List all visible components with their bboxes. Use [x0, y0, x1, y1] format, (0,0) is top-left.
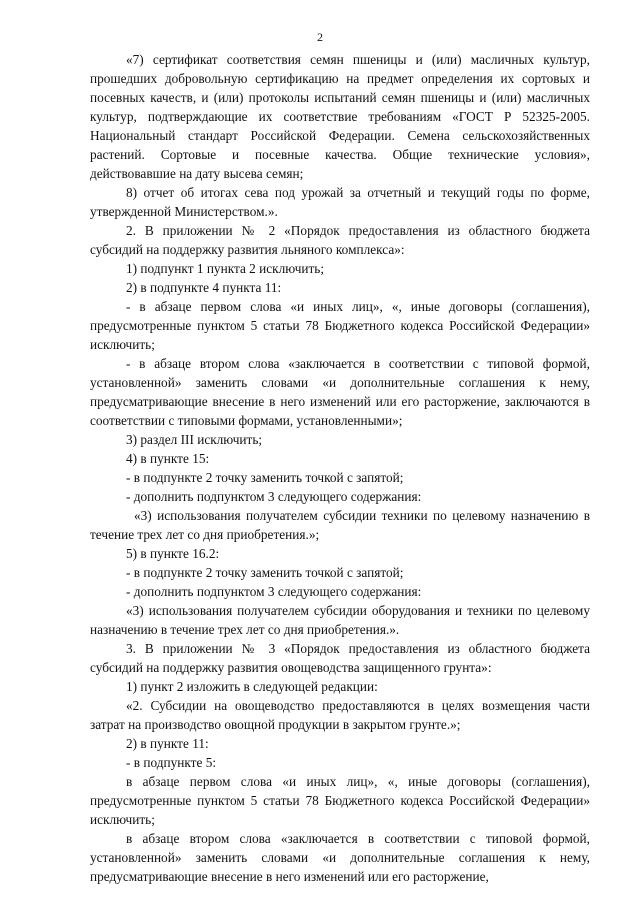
paragraph-annex-2-subitem-3: 3) раздел III исключить; — [126, 432, 263, 447]
paragraph-annex-2-heading: 2. В приложении № 2 «Порядок предоставления из областного бюджета субсидий на поддержку развития льняного комплекса»: — [90, 223, 590, 257]
page-number: 2 — [317, 30, 323, 44]
paragraph-annex-2-second-abzac: - в абзаце втором слова «заключается в соответствии с типовой формой, установленной» заменить словами «и дополнительные соглашения к нему, предусматривающие внесение в него изменений или его расторжение, заключаются в соответствии с типовыми формами, установленными»; — [90, 356, 590, 428]
paragraph-annex-2-subitem-2: 2) в подпункте 4 пункта 11: — [126, 280, 282, 295]
paragraph-annex-2-subitem-1: 1) подпункт 1 пункта 2 исключить; — [126, 261, 325, 276]
paragraph-item-7-certificate: «7) сертификат соответствия семян пшеницы и (или) масличных культур, прошедших добровольную сертификацию на предмет определения их сортовых и посевных качеств, и (или) протоколы испытаний семян пшеницы и (или) масличных культур, подтверждающие их соответствие требованиям «ГОСТ Р 52325-2005. Национальный стандарт Российской Федерации. Семена сельскохозяйственных растений. Сортовые и посевные качества. Общие технические условия», действовавшие на дату высева семян; — [90, 52, 590, 181]
paragraph-annex-2-first-abzac: - в абзаце первом слова «и иных лиц», «, иные договоры (соглашения), предусмотренные пунктом 5 статьи 78 Бюджетного кодекса Российской Федерации» исключить; — [90, 299, 590, 352]
paragraph-point-15-quote: «3) использования получателем субсидии техники по целевому назначению в течение трех лет со дня приобретения.»; — [90, 508, 590, 542]
paragraph-annex-2-subitem-5: 5) в пункте 16.2: — [126, 546, 220, 561]
paragraph-annex-3-heading: 3. В приложении № 3 «Порядок предоставления из областного бюджета субсидий на поддержку развития овощеводства защищенного грунта»: — [90, 641, 590, 675]
paragraph-point-16-2-dot-to-semicolon: - в подпункте 2 точку заменить точкой с запятой; — [126, 565, 404, 580]
paragraph-annex-3-point-2-quote: «2. Субсидии на овощеводство предоставляются в целях возмещения части затрат на производство овощной продукции в закрытом грунте.»; — [90, 698, 590, 732]
paragraph-point-16-2-quote: «3) использования получателем субсидии оборудования и техники по целевому назначению в течение трех лет со дня приобретения.». — [90, 603, 590, 637]
paragraph-point-15-dot-to-semicolon: - в подпункте 2 точку заменить точкой с запятой; — [126, 470, 404, 485]
paragraph-point-15-add-subpoint: - дополнить подпунктом 3 следующего содержания: — [126, 489, 422, 504]
paragraph-point-16-2-add-subpoint: - дополнить подпунктом 3 следующего содержания: — [126, 584, 422, 599]
paragraph-annex-3-first-abzac: в абзаце первом слова «и иных лиц», «, иные договоры (соглашения), предусмотренные пунктом 5 статьи 78 Бюджетного кодекса Российской Федерации» исключить; — [90, 774, 590, 827]
paragraph-annex-3-second-abzac: в абзаце втором слова «заключается в соответствии с типовой формой, установленной» заменить словами «и дополнительные соглашения к нему, предусматривающие внесение в него изменений или его расторжение, — [90, 831, 590, 884]
paragraph-annex-3-subitem-1: 1) пункт 2 изложить в следующей редакции: — [126, 679, 378, 694]
document-body — [90, 50, 590, 886]
paragraph-item-8-sowing-report: 8) отчет об итогах сева под урожай за отчетный и текущий годы по форме, утвержденной Министерством.». — [90, 185, 590, 219]
paragraph-annex-3-subitem-2: 2) в пункте 11: — [126, 736, 209, 751]
paragraph-annex-3-subpoint-5: - в подпункте 5: — [126, 755, 217, 770]
paragraph-annex-2-subitem-4: 4) в пункте 15: — [126, 451, 210, 466]
